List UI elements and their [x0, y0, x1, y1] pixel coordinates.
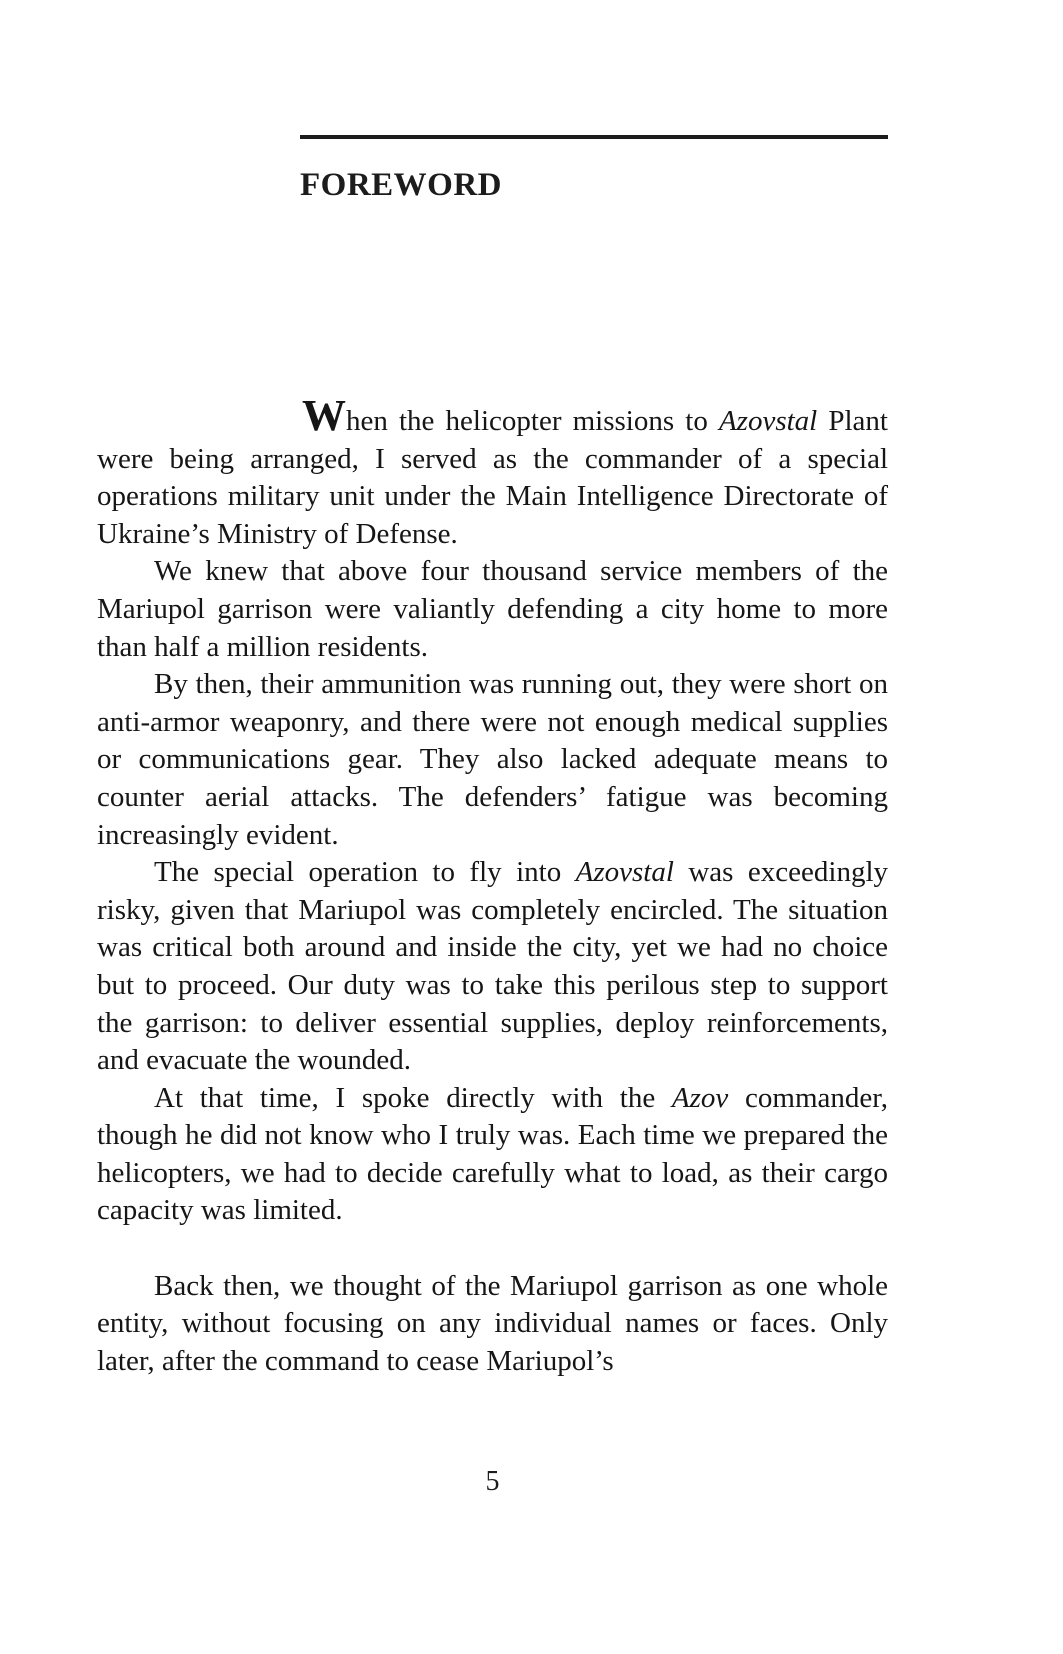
page-title: FOREWORD [300, 167, 502, 203]
text-run: The special operation to fly into [154, 856, 576, 889]
paragraph [97, 1080, 888, 1230]
drop-cap: W [302, 391, 346, 440]
text-run: By then, their ammunition was running out, they were short on anti-armor weaponry, and there were not enough medical supplies or communications gear. They also lacked adequate means to counter aerial attacks. The defenders’ fatigue was becoming increasingly evident. [97, 668, 888, 851]
paragraph [97, 553, 888, 666]
italic-term: Azov [671, 1081, 729, 1114]
text-run: Plant were being arranged, I served as the commander of a special operations military unit under the Main Intelligence Directorate of Ukraine’s Ministry of Defense. [97, 405, 888, 550]
paragraph [97, 666, 888, 854]
text-run: hen the helicopter missions to [346, 405, 719, 437]
section-rule [300, 135, 888, 139]
italic-term: Azovstal [718, 405, 818, 437]
paragraph [97, 854, 888, 1080]
text-run: We knew that above four thousand service members of the Mariupol garrison were valiantly defending a city home to more than half a million residents. [97, 555, 888, 663]
paragraph [97, 391, 888, 553]
paragraph [97, 1268, 888, 1381]
text-run: was exceedingly risky, given that Mariupol was completely encircled. The situation was critical both around and inside the city, yet we had no choice but to proceed. Our duty was to take this perilous step to support the garrison: to deliver essential supplies, deploy reinforcements, and evacuate the wounded. [97, 856, 888, 1077]
text-run: Back then, we thought of the Mariupol garrison as one whole entity, without focusing on any individual names or faces. Only later, after the command to cease Mariupol’s [97, 1269, 888, 1377]
italic-term: Azovstal [575, 856, 674, 889]
foreword-text [97, 391, 888, 1380]
page-number: 5 [485, 1466, 500, 1497]
text-run: At that time, I spoke directly with the [154, 1081, 672, 1114]
text-run: commander, though he did not know who I truly was. Each time we prepared the helicopters, we had to decide carefully what to load, as their cargo capacity was limited. [97, 1081, 888, 1227]
